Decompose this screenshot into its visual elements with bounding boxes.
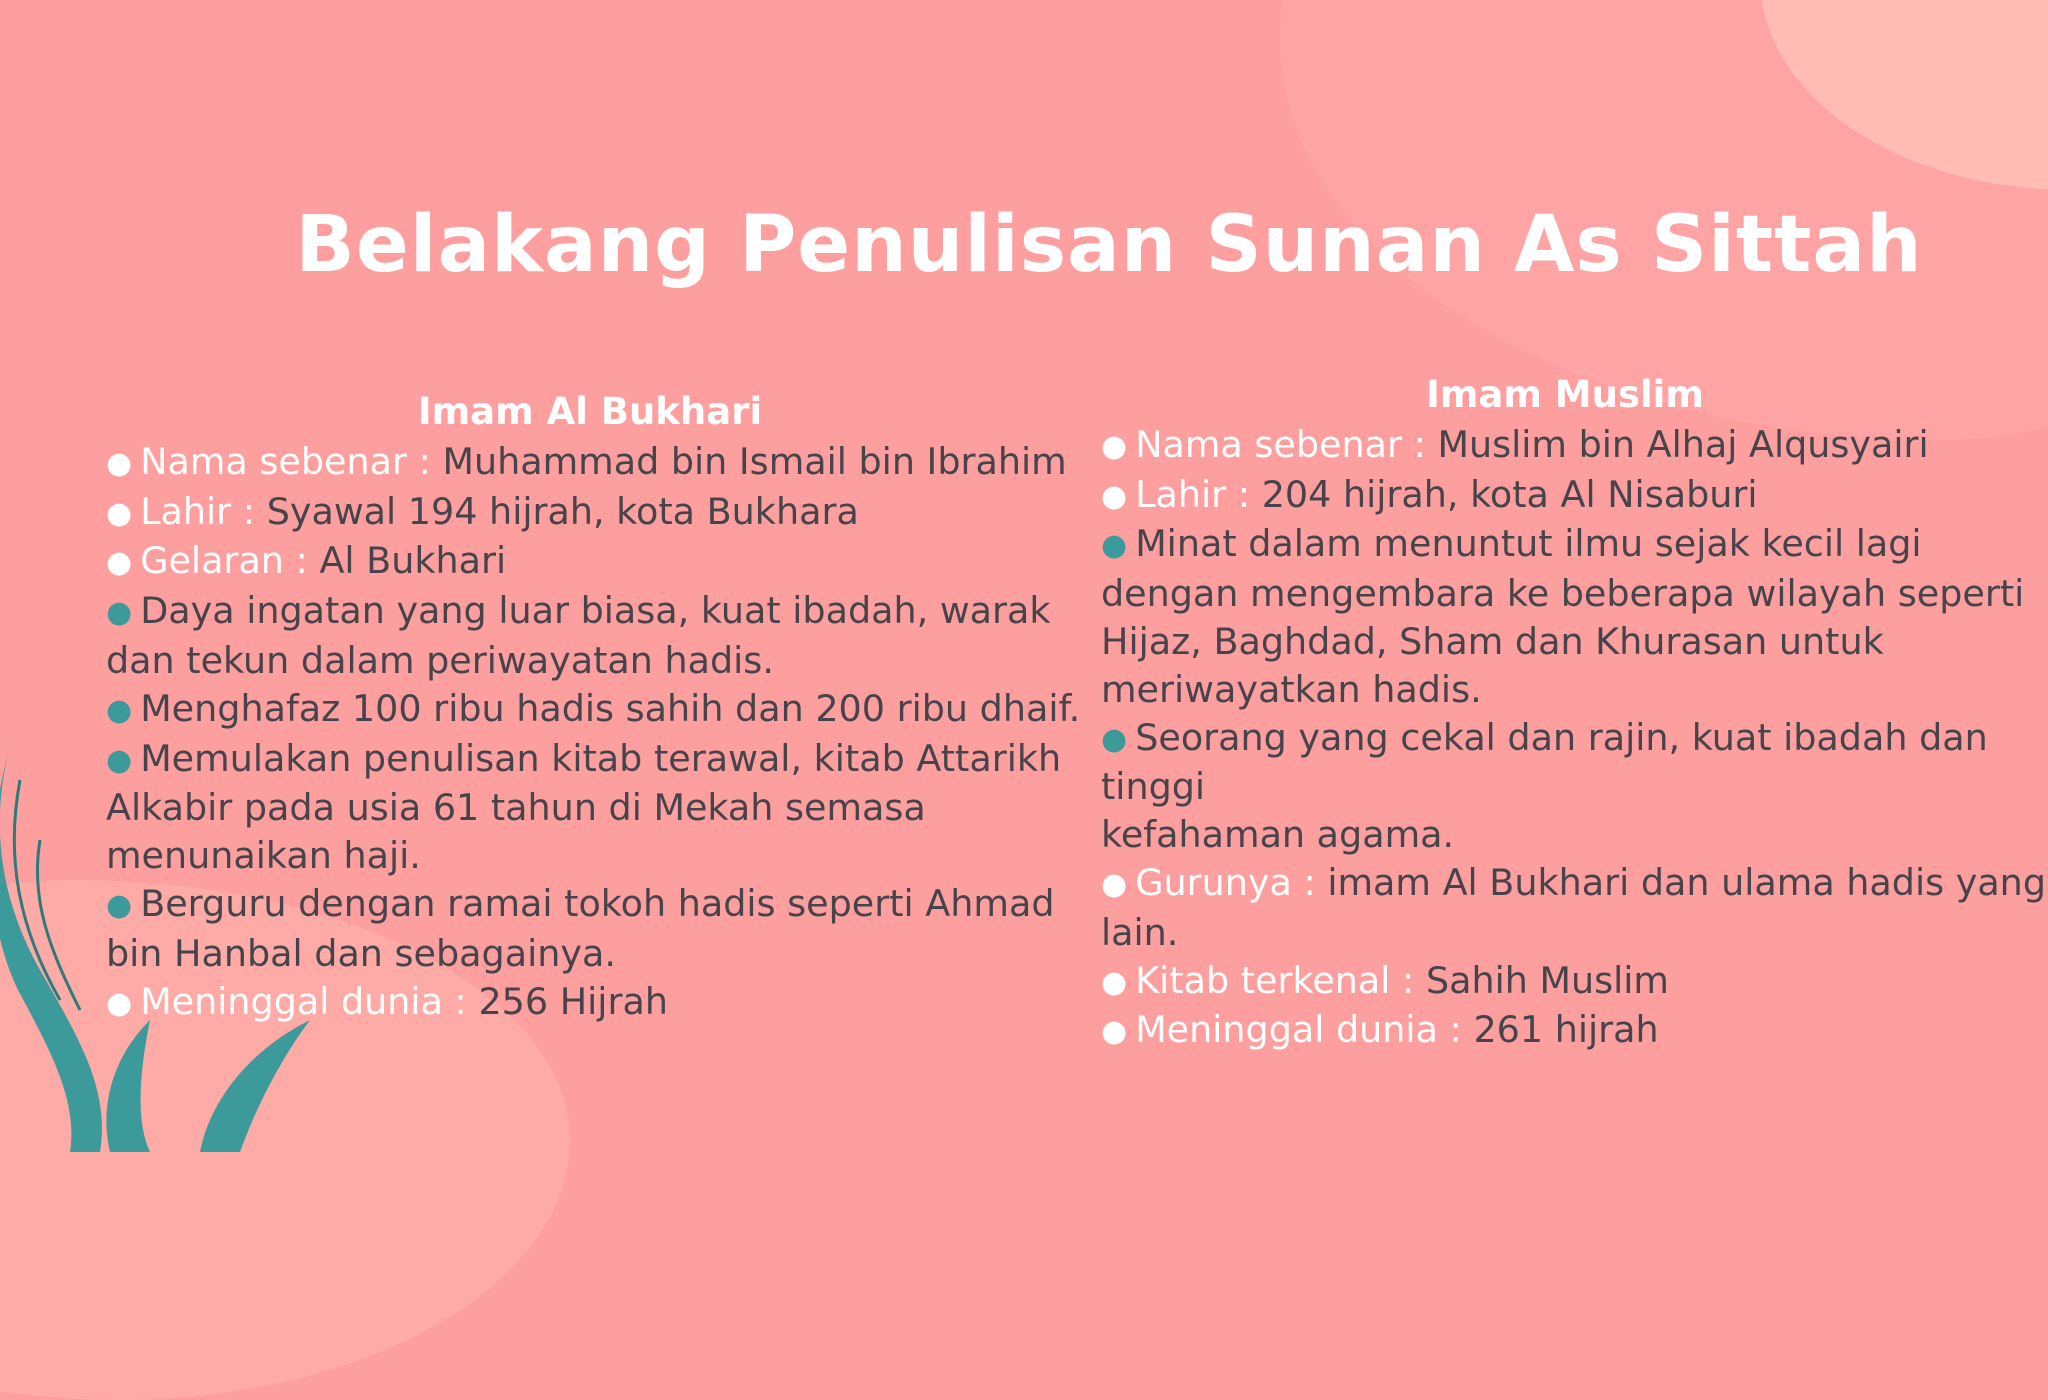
- bullet-icon: ●: [1101, 428, 1128, 464]
- list-item: [1101, 471, 2048, 521]
- bullet-icon: ●: [1101, 721, 1128, 757]
- bullet-icon: ●: [1101, 528, 1128, 564]
- bullet-icon: ●: [1101, 478, 1128, 514]
- list-item: [1101, 859, 2048, 957]
- list-item: [106, 880, 1086, 978]
- bullet-icon: ●: [106, 692, 133, 728]
- imam-al-bukhari-column: [106, 388, 1086, 1027]
- item-value: Daya ingatan yang luar biasa, kuat ibadah, warak dan tekun dalam periwayatan hadis.: [106, 589, 1051, 682]
- item-label: Meninggal dunia :: [140, 979, 467, 1023]
- bullet-icon: ●: [106, 495, 133, 531]
- item-value: Sahih Muslim: [1425, 958, 1669, 1002]
- item-label: Kitab terkenal :: [1135, 958, 1415, 1002]
- list-item: [106, 587, 1086, 685]
- bullet-icon: ●: [106, 742, 133, 778]
- imam-muslim-list: [1101, 421, 2048, 1056]
- item-value: Minat dalam menuntut ilmu sejak kecil lagi dengan mengembara ke beberapa wilayah seperti Hijaz, Baghdad, Sham dan Khurasan untuk meriwayatkan hadis.: [1101, 522, 2025, 711]
- item-value: 256 Hijrah: [478, 979, 668, 1023]
- bullet-icon: ●: [106, 545, 133, 581]
- item-value: Al Bukhari: [319, 539, 507, 583]
- item-label: Meninggal dunia :: [1135, 1008, 1462, 1052]
- item-value: 204 hijrah, kota Al Nisaburi: [1261, 472, 1758, 516]
- item-value: imam Al Bukhari dan ulama hadis yang lain.: [1101, 860, 2046, 954]
- item-label: Gelaran :: [140, 539, 308, 583]
- imam-al-bukhari-heading: Imam Al Bukhari: [417, 390, 763, 433]
- item-value: Syawal 194 hijrah, kota Bukhara: [266, 489, 859, 533]
- item-value: Muslim bin Alhaj Alqusyairi: [1437, 422, 1929, 466]
- item-label: Lahir :: [1135, 472, 1251, 516]
- item-label: Gurunya :: [1135, 860, 1316, 904]
- list-item: [106, 537, 1086, 587]
- bullet-icon: ●: [106, 985, 133, 1021]
- item-value: Memulakan penulisan kitab terawal, kitab Attarikh Alkabir pada usia 61 tahun di Mekah semasa menunaikan haji.: [106, 736, 1062, 878]
- item-value: Seorang yang cekal dan rajin, kuat ibadah dan tinggi kefahaman agama.: [1101, 715, 1988, 857]
- page-title: Belakang Penulisan Sunan As Sittah: [295, 200, 1923, 290]
- list-item: [1101, 957, 2048, 1007]
- imam-al-bukhari-list: [106, 438, 1086, 1028]
- bullet-icon: ●: [106, 595, 133, 631]
- list-item: [106, 438, 1086, 488]
- bullet-icon: ●: [1101, 866, 1128, 902]
- bullet-icon: ●: [106, 887, 133, 923]
- bullet-icon: ●: [106, 445, 133, 481]
- imam-muslim-heading: Imam Muslim: [1426, 373, 1704, 416]
- item-value: Berguru dengan ramai tokoh hadis seperti Ahmad bin Hanbal dan sebagainya.: [106, 881, 1055, 975]
- list-item: [1101, 1006, 2048, 1056]
- imam-muslim-column: [1101, 371, 2048, 1056]
- item-value: 261 hijrah: [1473, 1008, 1659, 1052]
- list-item: [106, 685, 1086, 735]
- item-label: Nama sebenar :: [1135, 422, 1426, 466]
- list-item: [106, 735, 1086, 880]
- item-label: Lahir :: [140, 489, 256, 533]
- item-value: Menghafaz 100 ribu hadis sahih dan 200 ribu dhaif.: [140, 686, 1081, 730]
- list-item: [1101, 421, 2048, 471]
- list-item: [106, 488, 1086, 538]
- bullet-icon: ●: [1101, 964, 1128, 1000]
- list-item: [1101, 714, 2048, 859]
- bullet-icon: ●: [1101, 1014, 1128, 1050]
- item-value: Muhammad bin Ismail bin Ibrahim: [442, 439, 1067, 483]
- list-item: [106, 978, 1086, 1028]
- item-label: Nama sebenar :: [140, 439, 431, 483]
- list-item: [1101, 520, 2048, 713]
